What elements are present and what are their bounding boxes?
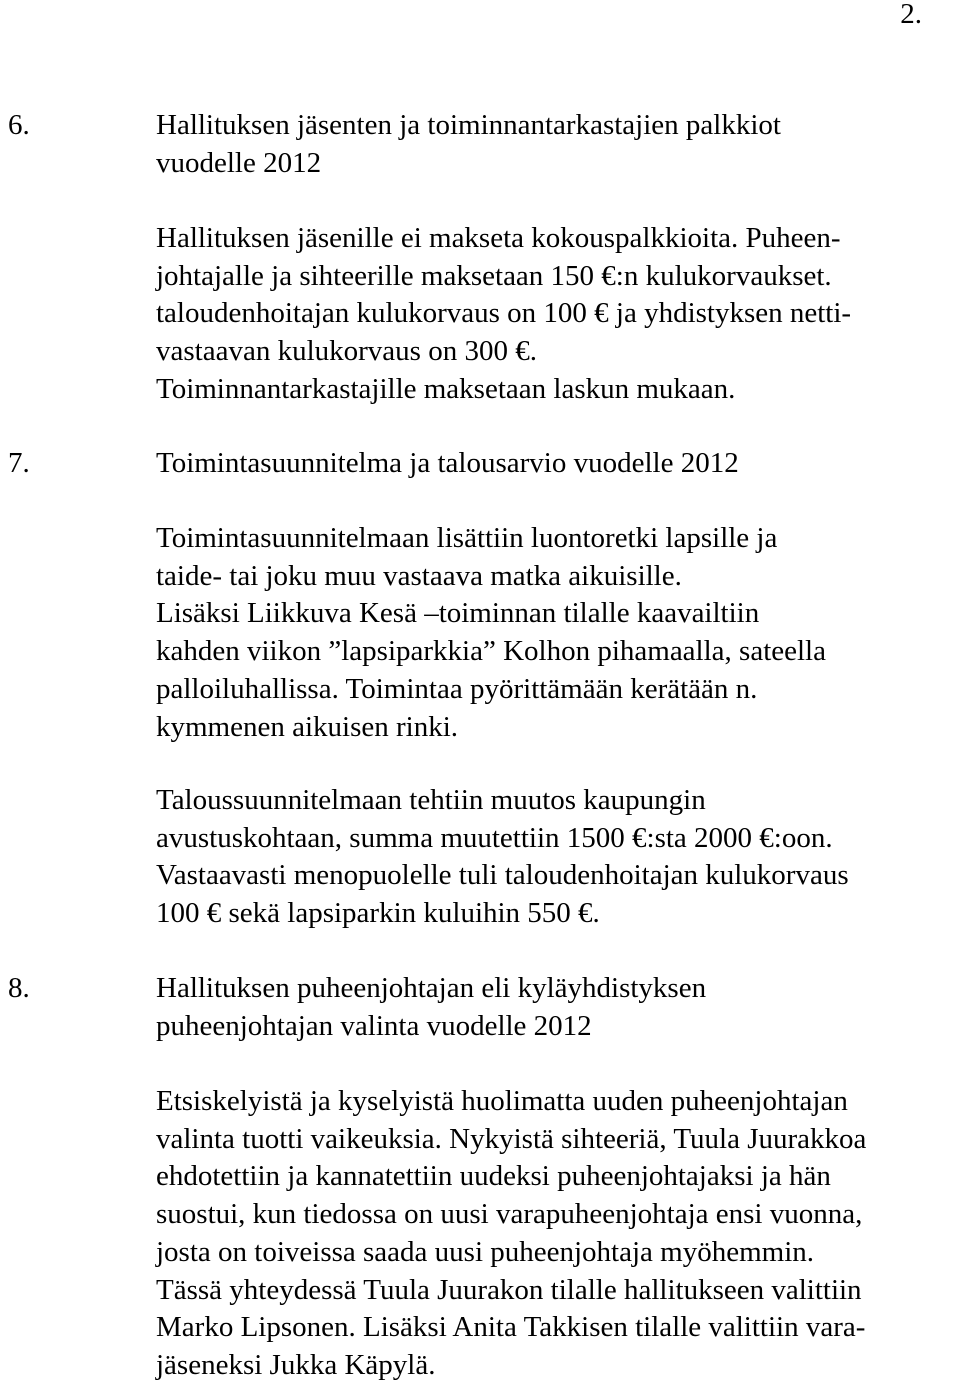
paragraph [156,782,956,933]
paragraph-line: taloudenhoitajan kulukorvaus on 100 € ja yhdistyksen netti- [156,297,852,330]
paragraph-line: avustuskohtaan, summa muutettiin 1500 €:sta 2000 €:oon. [156,821,833,854]
paragraph-line: Taloussuunnitelmaan tehtiin muutos kaupungin [156,784,706,816]
paragraph-line: kahden viikon ”lapsiparkkia” Kolhon pihamaalla, sateella [156,635,826,668]
page-number: 2. [900,0,922,30]
paragraph-line: Vastaavasti menopuolelle tuli taloudenhoitajan kulukorvaus [156,859,849,892]
paragraph-line: Tässä yhteydessä Tuula Juurakon tilalle hallitukseen valittiin [156,1273,862,1306]
heading-line: puheenjohtajan valinta vuodelle 2012 [156,1010,592,1042]
heading-line: Hallituksen jäsenten ja toiminnantarkastajien palkkiot [156,109,781,141]
paragraph-line: johtajalle ja sihteerille maksetaan 150 €:n kulukorvaukset. [156,259,832,292]
paragraph [156,1083,956,1385]
section-number: 6. [8,109,30,141]
paragraph [156,220,956,409]
paragraph-line: Lisäksi Liikkuva Kesä –toiminnan tilalle kaavailtiin [156,597,760,630]
paragraph-line: kymmenen aikuisen rinki. [156,710,459,743]
section-number: 7. [8,447,30,479]
section-heading [156,444,946,482]
paragraph-line: Hallituksen jäsenille ei makseta kokouspalkkioita. Puheen- [156,222,841,254]
paragraph-line: ehdotettiin ja kannatettiin uudeksi puheenjohtajaksi ja hän [156,1160,831,1193]
paragraph-line: taide- tai joku muu vastaava matka aikuisille. [156,559,682,592]
paragraph-line: Toimintasuunnitelmaan lisättiin luontoretki lapsille ja [156,522,778,554]
paragraph [156,520,956,746]
paragraph-line: Toiminnantarkastajille maksetaan laskun mukaan. [156,372,736,405]
paragraph-line: valinta tuotti vaikeuksia. Nykyistä sihteeriä, Tuula Juurakkoa [156,1122,867,1155]
heading-line: Toimintasuunnitelma ja talousarvio vuodelle 2012 [156,447,739,479]
paragraph-line: Etsiskelyistä ja kyselyistä huolimatta uuden puheenjohtajan [156,1085,848,1117]
section-number: 8. [8,972,30,1004]
paragraph-line: 100 € sekä lapsiparkin kuluihin 550 €. [156,897,600,930]
paragraph-line: vastaavan kulukorvaus on 300 €. [156,335,537,368]
paragraph-line: josta on toiveissa saada uusi puheenjohtaja myöhemmin. [156,1235,815,1268]
heading-line: vuodelle 2012 [156,147,322,179]
paragraph-line: palloiluhallissa. Toimintaa pyörittämään kerätään n. [156,672,758,705]
paragraph-line: jäseneksi Jukka Käpylä. [156,1348,436,1381]
paragraph-line: Marko Lipsonen. Lisäksi Anita Takkisen tilalle valittiin vara- [156,1311,866,1344]
section-heading [156,969,946,1045]
paragraph-line: suostui, kun tiedossa on uusi varapuheenjohtaja ensi vuonna, [156,1198,863,1231]
heading-line: Hallituksen puheenjohtajan eli kyläyhdistyksen [156,972,707,1004]
section-heading [156,106,946,182]
